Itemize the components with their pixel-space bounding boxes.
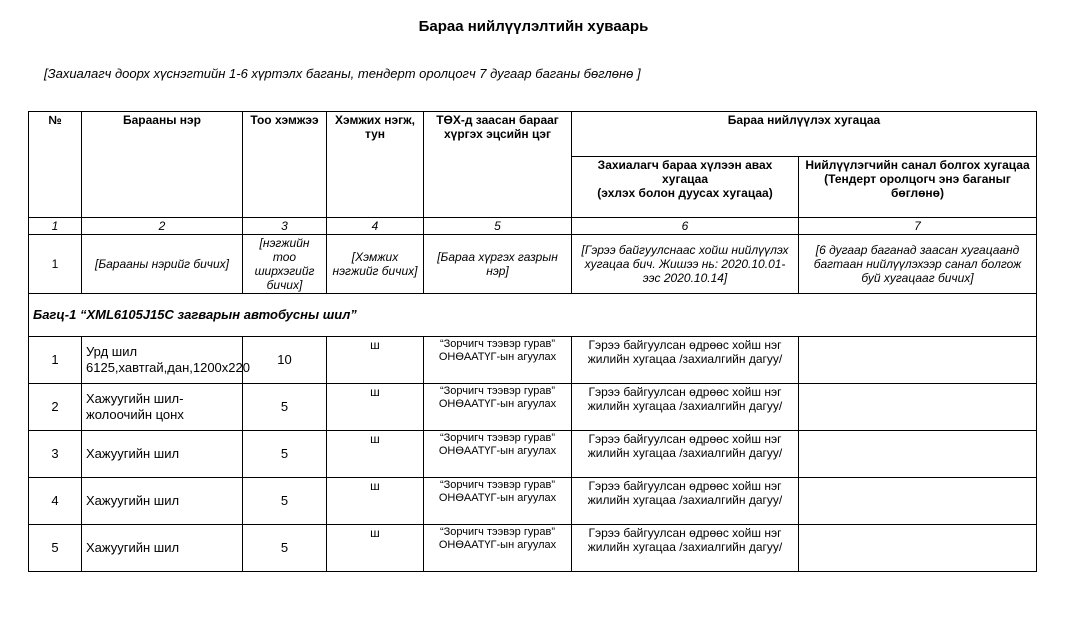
item-number: 1 [29, 337, 82, 384]
item-buyer-period: Гэрээ байгуулсан өдрөөс хойш нэг жилийн хугацаа /захиалгийн дагуу/ [572, 337, 799, 384]
table-row [29, 525, 1037, 572]
instruction-delivery-place: [Бараа хүргэх газрын нэр] [424, 235, 572, 294]
item-delivery-place: “Зорчигч тээвэр гурав” ОНӨААТҮГ-ын агуулах [424, 431, 572, 478]
instruction-unit: [Хэмжих нэгжийг бичих] [327, 235, 424, 294]
item-supplier-period [799, 431, 1037, 478]
item-name: Хажуугийн шил [82, 525, 243, 572]
table-row [29, 337, 1037, 384]
header-number: № [29, 112, 82, 218]
item-rows [29, 337, 1037, 572]
column-number: 2 [82, 218, 243, 235]
item-name: Хажуугийн шил-жолоочийн цонх [82, 384, 243, 431]
delivery-schedule-table [28, 111, 1037, 572]
item-unit: ш [327, 337, 424, 384]
item-number: 2 [29, 384, 82, 431]
item-unit: ш [327, 384, 424, 431]
item-delivery-place: “Зорчигч тээвэр гурав” ОНӨААТҮГ-ын агуулах [424, 478, 572, 525]
table-row [29, 478, 1037, 525]
header-supplier-period: Нийлүүлэгчийн санал болгох хугацаа (Тендерт оролцогч энэ баганыг бөглөнө) [799, 157, 1037, 218]
item-supplier-period [799, 478, 1037, 525]
column-number: 7 [799, 218, 1037, 235]
header-delivery-period: Бараа нийлүүлэх хугацаа [572, 112, 1037, 157]
item-buyer-period: Гэрээ байгуулсан өдрөөс хойш нэг жилийн хугацаа /захиалгийн дагуу/ [572, 525, 799, 572]
item-delivery-place: “Зорчигч тээвэр гурав” ОНӨААТҮГ-ын агуулах [424, 337, 572, 384]
item-number: 3 [29, 431, 82, 478]
column-number-row [29, 218, 1037, 235]
item-delivery-place: “Зорчигч тээвэр гурав” ОНӨААТҮГ-ын агуулах [424, 384, 572, 431]
column-number: 1 [29, 218, 82, 235]
item-unit: ш [327, 431, 424, 478]
item-buyer-period: Гэрээ байгуулсан өдрөөс хойш нэг жилийн хугацаа /захиалгийн дагуу/ [572, 431, 799, 478]
column-number: 3 [243, 218, 327, 235]
header-item-name: Барааны нэр [82, 112, 243, 218]
document-title: Бараа нийлүүлэлтийн хуваарь [418, 18, 649, 35]
item-number: 4 [29, 478, 82, 525]
lot-row [29, 294, 1037, 337]
item-unit: ш [327, 525, 424, 572]
item-quantity: 5 [243, 525, 327, 572]
instruction-quantity: [нэгжийн тоо ширхэгийг бичих] [243, 235, 327, 294]
header-unit: Хэмжих нэгж, тун [327, 112, 424, 218]
lot-title: Багц-1 “XML6105J15C загварын автобусны шил” [29, 294, 1037, 337]
item-name: Хажуугийн шил [82, 431, 243, 478]
column-number: 6 [572, 218, 799, 235]
item-quantity: 5 [243, 431, 327, 478]
instruction-supplier-period: [6 дугаар баганад заасан хугацаанд багтаан нийлүүлэхээр санал болгож буй хугацааг бичих] [799, 235, 1037, 294]
item-supplier-period [799, 525, 1037, 572]
instruction-number: 1 [29, 235, 82, 294]
document-instruction-note: [Захиалагч доорх хүснэгтийн 1-6 хүртэлх баганы, тендерт оролцогч 7 дугаар баганы бөглөнө ] [44, 66, 641, 81]
column-number: 4 [327, 218, 424, 235]
table-row [29, 384, 1037, 431]
table-row [29, 431, 1037, 478]
instruction-row [29, 235, 1037, 294]
header-buyer-period: Захиалагч бараа хүлээн авах хугацаа (эхлэх болон дуусах хугацаа) [572, 157, 799, 218]
item-supplier-period [799, 384, 1037, 431]
item-name: Урд шил 6125,хавтгай,дан,1200x220 [82, 337, 243, 384]
item-number: 5 [29, 525, 82, 572]
item-quantity: 5 [243, 478, 327, 525]
item-buyer-period: Гэрээ байгуулсан өдрөөс хойш нэг жилийн хугацаа /захиалгийн дагуу/ [572, 478, 799, 525]
item-quantity: 5 [243, 384, 327, 431]
header-delivery-place: ТӨХ-д заасан барааг хүргэх эцсийн цэг [424, 112, 572, 218]
item-quantity: 10 [243, 337, 327, 384]
instruction-item-name: [Барааны нэрийг бичих] [82, 235, 243, 294]
instruction-buyer-period: [Гэрээ байгуулснаас хойш нийлүүлэх хугацаа бич. Жишээ нь: 2020.10.01-ээс 2020.10.14] [572, 235, 799, 294]
item-buyer-period: Гэрээ байгуулсан өдрөөс хойш нэг жилийн хугацаа /захиалгийн дагуу/ [572, 384, 799, 431]
item-unit: ш [327, 478, 424, 525]
item-delivery-place: “Зорчигч тээвэр гурав” ОНӨААТҮГ-ын агуулах [424, 525, 572, 572]
item-name: Хажуугийн шил [82, 478, 243, 525]
item-supplier-period [799, 337, 1037, 384]
column-number: 5 [424, 218, 572, 235]
header-quantity: Тоо хэмжээ [243, 112, 327, 218]
